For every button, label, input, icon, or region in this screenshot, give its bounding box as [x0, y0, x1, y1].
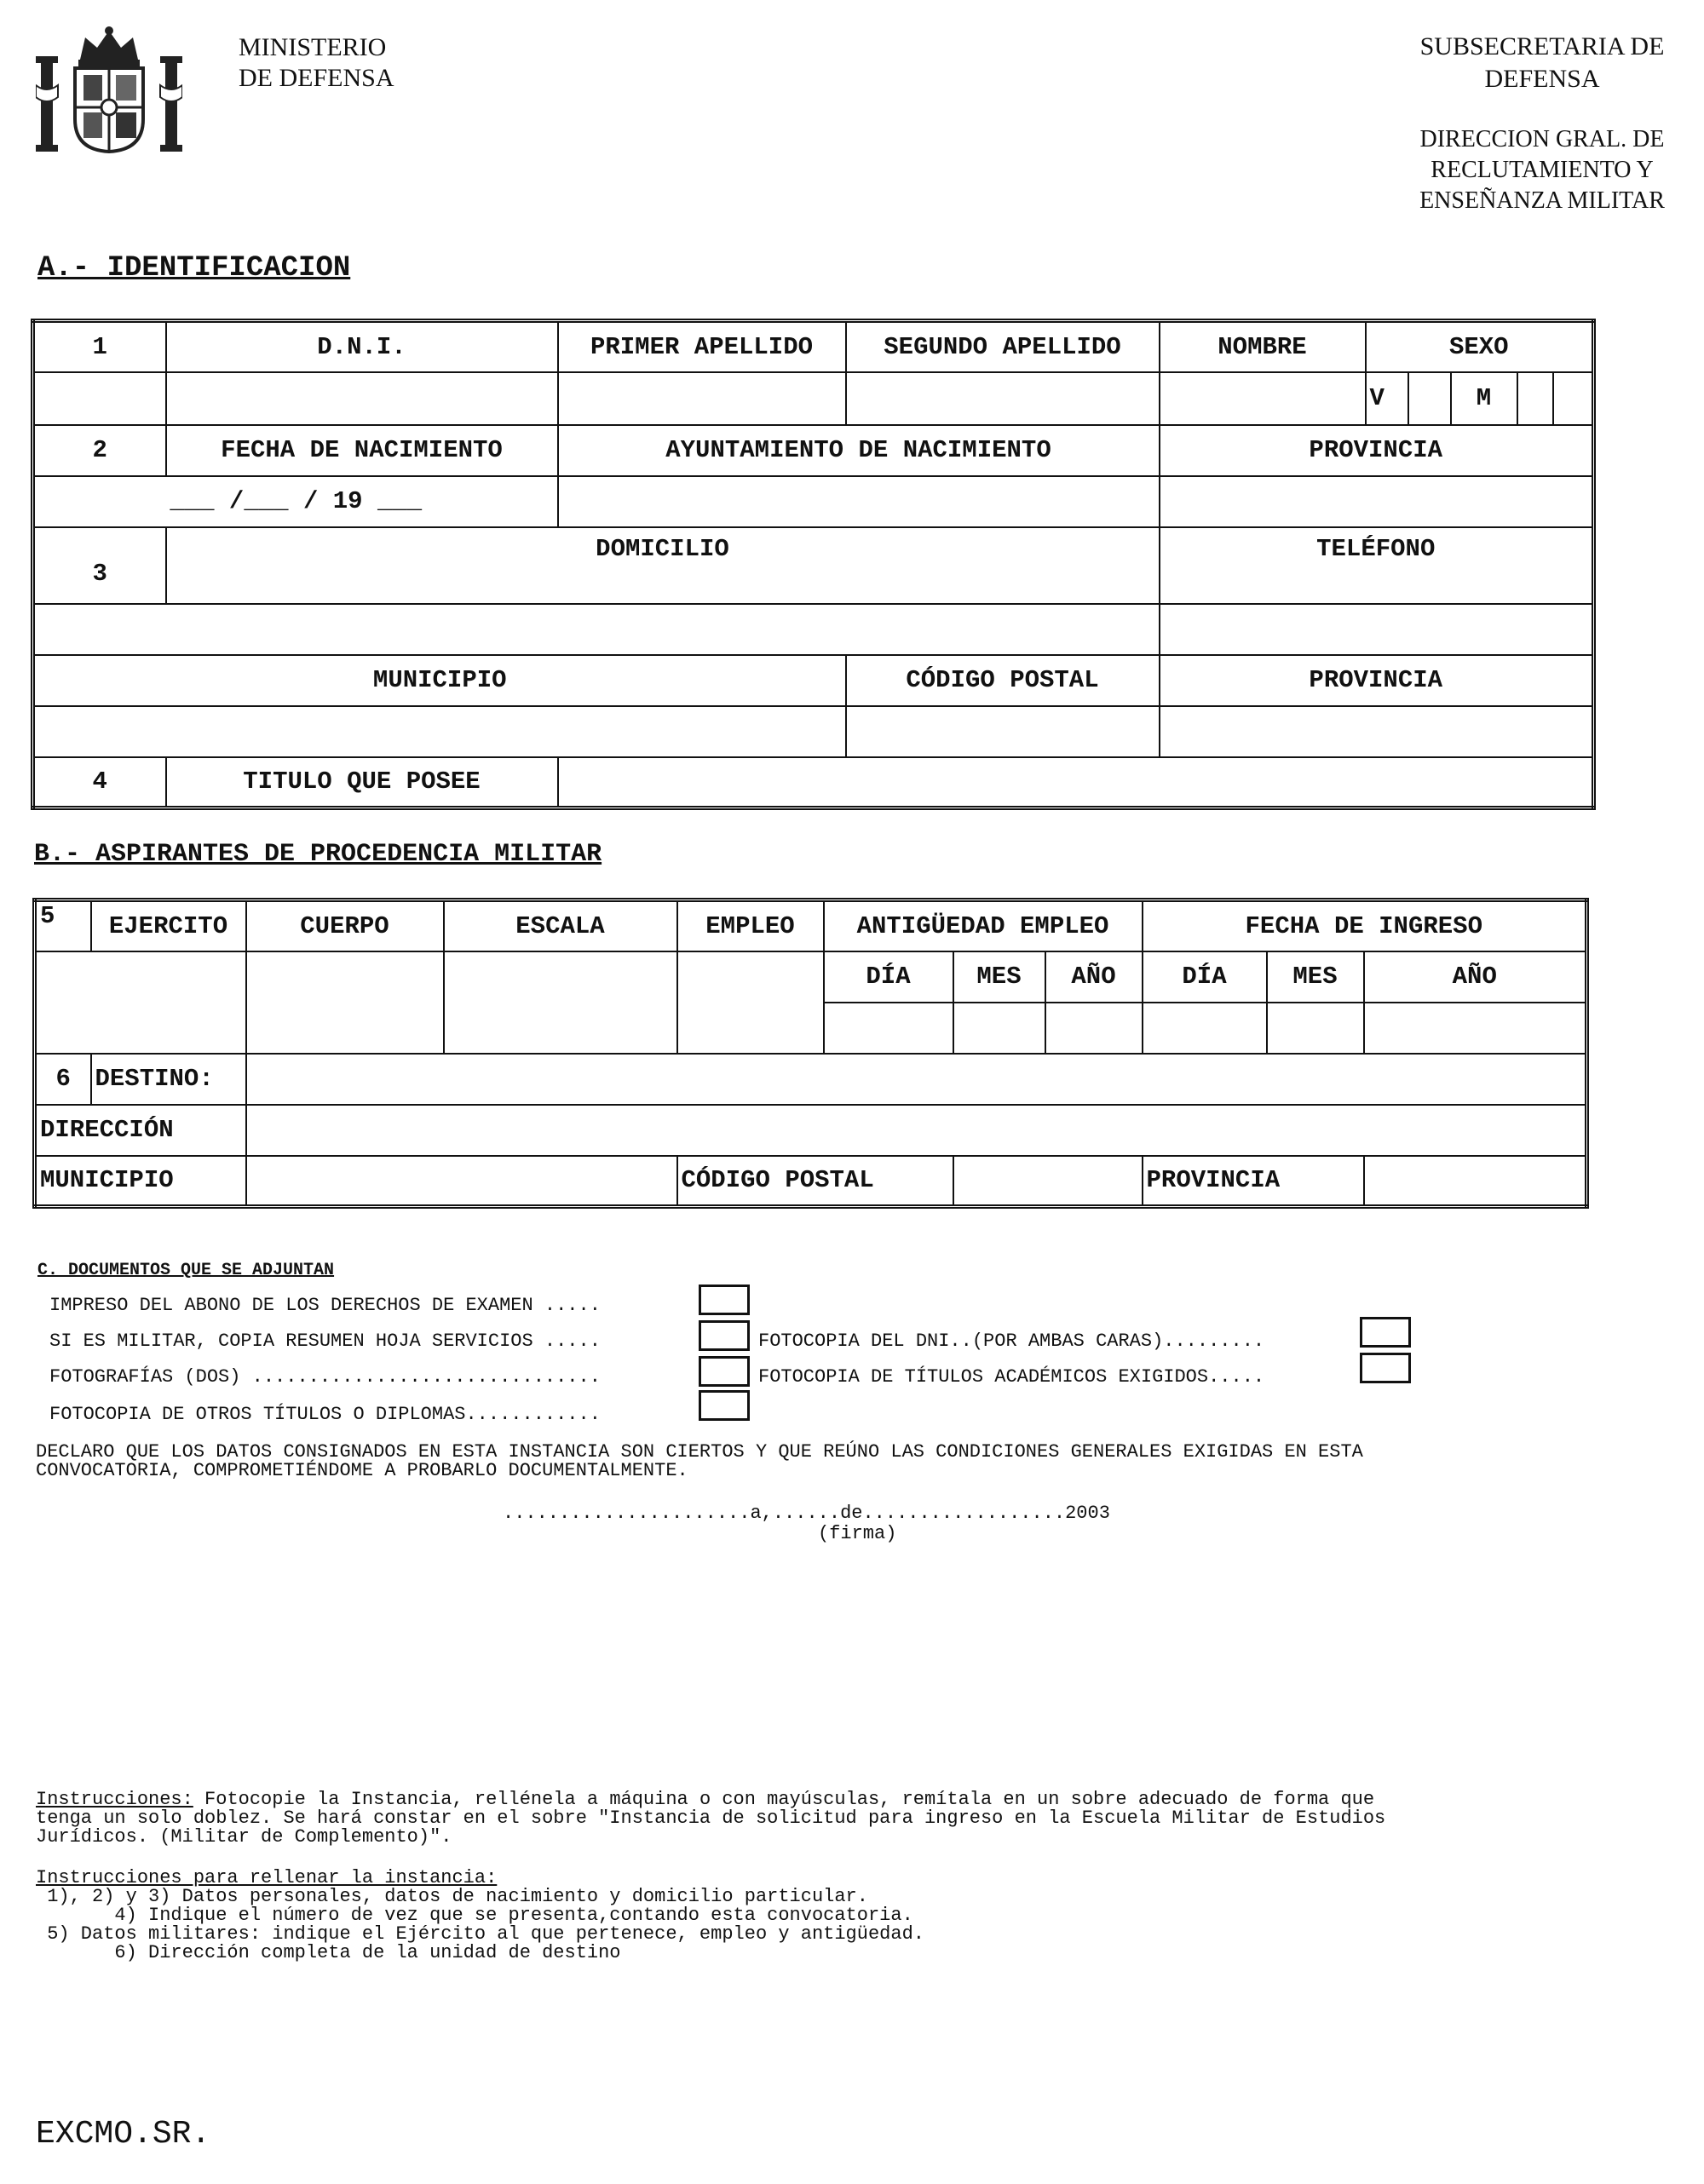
section-b-title: B.- ASPIRANTES DE PROCEDENCIA MILITAR: [34, 840, 602, 869]
codigo-postal-field[interactable]: [846, 706, 1160, 757]
ingreso-dia-field[interactable]: [1143, 1003, 1267, 1054]
municipio-label: MUNICIPIO: [33, 655, 846, 706]
instructions-line-3: Jurídicos. (Militar de Complemento)".: [36, 1826, 452, 1848]
signature-label: (firma): [818, 1523, 897, 1544]
doc-fotografias-checkbox[interactable]: [699, 1356, 750, 1387]
row-1-spacer: [33, 372, 166, 425]
declaration-line-2: CONVOCATORIA, COMPROMETIÉNDOME A PROBARLO DOCUMENTALMENTE.: [36, 1460, 688, 1481]
ingreso-mes-field[interactable]: [1267, 1003, 1364, 1054]
doc-otros-titulos-checkbox[interactable]: [699, 1390, 750, 1421]
doc-dni-label: FOTOCOPIA DEL DNI..(POR AMBAS CARAS).........: [758, 1331, 1265, 1352]
declaration-line-1: DECLARO QUE LOS DATOS CONSIGNADOS EN ESTA INSTANCIA SON CIERTOS Y QUE REÚNO LAS CONDICIONES GENERALES EXIGIDAS EN ESTA: [36, 1441, 1363, 1463]
row-4-number: 4: [33, 757, 166, 808]
ministry-line-2: DE DEFENSA: [239, 64, 394, 92]
dir-line-1: DIRECCION GRAL. DE: [1419, 126, 1665, 152]
antiguedad-label: ANTIGÜEDAD EMPLEO: [824, 900, 1143, 951]
destino-field[interactable]: [246, 1054, 1587, 1105]
instructions-line-2: tenga un solo doblez. Se hará constar en el sobre "Instancia de solicitud para ingreso en la Escuela Militar de Estudios: [36, 1808, 1386, 1829]
domicilio-field[interactable]: [33, 604, 1160, 655]
doc-abono-label: IMPRESO DEL ABONO DE LOS DERECHOS DE EXAMEN .....: [49, 1295, 601, 1316]
empleo-field[interactable]: [677, 951, 824, 1054]
provincia-domicilio-field[interactable]: [1160, 706, 1594, 757]
direccion-field[interactable]: [246, 1105, 1587, 1156]
row-5-number: 5: [35, 900, 91, 951]
provincia-domicilio-label: PROVINCIA: [1160, 655, 1594, 706]
sexo-options: [1367, 373, 1592, 424]
cuerpo-label: CUERPO: [246, 900, 444, 951]
titulo-field[interactable]: [558, 757, 1594, 808]
destino-label: DESTINO:: [91, 1054, 246, 1105]
fecha-ingreso-label: FECHA DE INGRESO: [1143, 900, 1587, 951]
ingreso-anio-label: AÑO: [1364, 951, 1587, 1003]
addressee: EXCMO.SR.: [36, 2116, 211, 2152]
codigo-postal-label: CÓDIGO POSTAL: [846, 655, 1160, 706]
doc-titulos-academicos-checkbox[interactable]: [1360, 1353, 1411, 1383]
antiguedad-anio-field[interactable]: [1045, 1003, 1143, 1054]
sexo-v-option[interactable]: V: [1367, 373, 1409, 424]
ingreso-mes-label: MES: [1267, 951, 1364, 1003]
primer-apellido-field[interactable]: [558, 372, 846, 425]
ayuntamiento-field[interactable]: [558, 476, 1160, 527]
subsecretaria-name: [1397, 31, 1687, 95]
telefono-label: TELÉFONO: [1160, 527, 1594, 604]
titulo-label: TITULO QUE POSEE: [166, 757, 558, 808]
dir-line-2: RECLUTAMIENTO Y: [1431, 157, 1654, 183]
fill-instructions-title: Instrucciones para rellenar la instancia:: [36, 1867, 498, 1888]
instructions-line-1: [36, 1790, 1374, 1809]
sexo-m-box[interactable]: [1518, 373, 1554, 424]
direccion-label: DIRECCIÓN: [35, 1105, 246, 1156]
cuerpo-field[interactable]: [246, 951, 444, 1054]
antiguedad-mes-field[interactable]: [953, 1003, 1045, 1054]
direccion-name: [1397, 124, 1687, 216]
domicilio-label: DOMICILIO: [166, 527, 1160, 604]
escala-field[interactable]: [444, 951, 677, 1054]
subsec-line-2: DEFENSA: [1484, 65, 1600, 93]
instructions-label: Instrucciones:: [36, 1789, 193, 1810]
row-1-number: 1: [33, 321, 166, 372]
codigo-postal-military-label: CÓDIGO POSTAL: [677, 1156, 953, 1207]
ayuntamiento-label: AYUNTAMIENTO DE NACIMIENTO: [558, 425, 1160, 476]
doc-otros-titulos-label: FOTOCOPIA DE OTROS TÍTULOS O DIPLOMAS............: [49, 1404, 601, 1425]
dni-field[interactable]: [166, 372, 558, 425]
coat-of-arms-icon: [36, 26, 182, 153]
doc-abono-checkbox[interactable]: [699, 1285, 750, 1315]
ministry-name: [239, 32, 394, 94]
row-3-number: 3: [33, 527, 166, 604]
doc-hoja-servicios-checkbox[interactable]: [699, 1320, 750, 1351]
place-date-line[interactable]: ......................a,......de..................2003: [503, 1503, 1110, 1524]
codigo-postal-military-field[interactable]: [953, 1156, 1143, 1207]
fecha-nacimiento-label: FECHA DE NACIMIENTO: [166, 425, 558, 476]
municipio-military-field[interactable]: [246, 1156, 677, 1207]
ingreso-dia-label: DÍA: [1143, 951, 1267, 1003]
antiguedad-anio-label: AÑO: [1045, 951, 1143, 1003]
fill-instruction-4: 6) Dirección completa de la unidad de destino: [36, 1942, 621, 1963]
doc-titulos-academicos-label: FOTOCOPIA DE TÍTULOS ACADÉMICOS EXIGIDOS.....: [758, 1366, 1265, 1388]
section-c-title: C. DOCUMENTOS QUE SE ADJUNTAN: [37, 1261, 335, 1280]
escala-label: ESCALA: [444, 900, 677, 951]
empleo-label: EMPLEO: [677, 900, 824, 951]
sexo-v-box[interactable]: [1409, 373, 1452, 424]
antiguedad-dia-field[interactable]: [824, 1003, 953, 1054]
doc-hoja-servicios-label: SI ES MILITAR, COPIA RESUMEN HOJA SERVICIOS .....: [49, 1331, 601, 1352]
nombre-label: NOMBRE: [1160, 321, 1366, 372]
subsec-line-1: SUBSECRETARIA DE: [1419, 32, 1665, 60]
row-2-number: 2: [33, 425, 166, 476]
instructions-text-1: Fotocopie la Instancia, rellénela a máquina o con mayúsculas, remítala en un sobre adecuado de forma que: [193, 1789, 1375, 1810]
antiguedad-mes-label: MES: [953, 951, 1045, 1003]
ministry-line-1: MINISTERIO: [239, 33, 387, 61]
sexo-label: SEXO: [1366, 321, 1594, 372]
fill-instruction-2: 4) Indique el número de vez que se presenta,contando esta convocatoria.: [36, 1905, 913, 1926]
nombre-field[interactable]: [1160, 372, 1366, 425]
dir-line-3: ENSEÑANZA MILITAR: [1419, 187, 1665, 214]
segundo-apellido-field[interactable]: [846, 372, 1160, 425]
provincia-nacimiento-label: PROVINCIA: [1160, 425, 1594, 476]
telefono-field[interactable]: [1160, 604, 1594, 655]
provincia-nacimiento-field[interactable]: [1160, 476, 1594, 527]
ingreso-anio-field[interactable]: [1364, 1003, 1587, 1054]
row-6-number: 6: [35, 1054, 91, 1105]
municipio-military-label: MUNICIPIO: [35, 1156, 246, 1207]
municipio-field[interactable]: [33, 706, 846, 757]
provincia-military-field[interactable]: [1364, 1156, 1587, 1207]
doc-dni-checkbox[interactable]: [1360, 1317, 1411, 1348]
identification-table: [31, 319, 1596, 810]
fill-instruction-1: 1), 2) y 3) Datos personales, datos de nacimiento y domicilio particular.: [36, 1886, 868, 1907]
provincia-military-label: PROVINCIA: [1143, 1156, 1364, 1207]
segundo-apellido-label: SEGUNDO APELLIDO: [846, 321, 1160, 372]
doc-fotografias-label: FOTOGRAFÍAS (DOS) ...............................: [49, 1366, 601, 1388]
antiguedad-dia-label: DÍA: [824, 951, 953, 1003]
sexo-m-option[interactable]: M: [1452, 373, 1518, 424]
sexo-field[interactable]: [1366, 372, 1594, 425]
ejercito-label: EJERCITO: [91, 900, 246, 951]
fill-instruction-3: 5) Datos militares: indique el Ejército al que pertenece, empleo y antigüedad.: [36, 1923, 924, 1945]
military-table: [32, 898, 1589, 1209]
section-a-title: A.- IDENTIFICACION: [37, 252, 351, 284]
dni-label: D.N.I.: [166, 321, 558, 372]
ejercito-field[interactable]: [35, 951, 246, 1054]
fecha-nacimiento-field[interactable]: ___ /___ / 19 ___: [33, 476, 558, 527]
primer-apellido-label: PRIMER APELLIDO: [558, 321, 846, 372]
